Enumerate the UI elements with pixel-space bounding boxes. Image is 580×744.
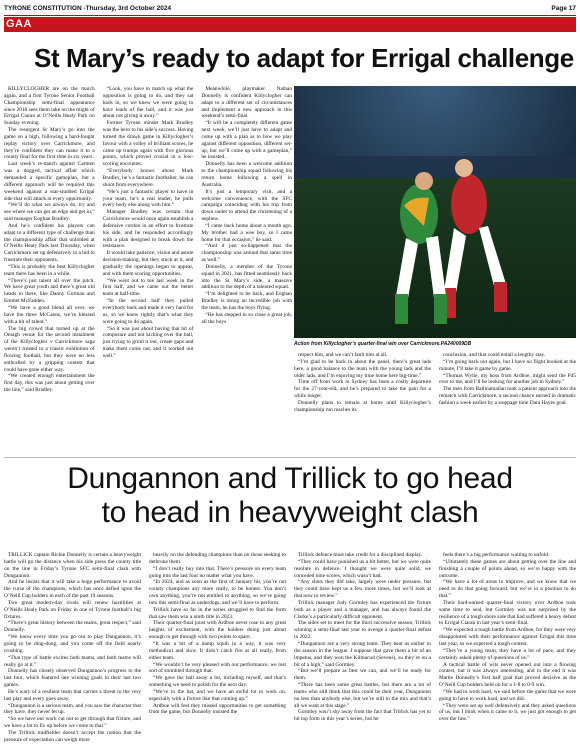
story2-column-4 — [439, 552, 576, 735]
story1-column-5 — [439, 352, 576, 454]
masthead — [4, 2, 576, 16]
paragraph: The big crowd that turned up at the Omagh venue for the second instalment of the Killyclogher v Carrickmore saga weren’t treated to a classic exhibition of flowing football, but they were no less enthralled by a gripping contest that could have gone either way. — [4, 325, 95, 373]
paragraph: “We went out to toe last week in the first half, and we came out the better team at half-time. — [102, 277, 194, 298]
paragraph: “But we’ll prepare as best we can, and we’ll be ready for them. — [294, 668, 431, 682]
masthead-page-number: Page 17 — [551, 5, 576, 12]
story2-column-3 — [294, 552, 431, 735]
paragraph: heavily on the defending champions than on those seeking to dethrone them. — [149, 552, 286, 565]
paragraph: Time off from work in Sydney has been a costly departure for the 27-year-old, and he’s prepared to take the pain for a while longer. — [294, 379, 431, 400]
story2-columns — [4, 552, 576, 743]
paragraph: The sides set to meet for the third successive season, Trillick winning a semi-final last year to avenge a quarter-final defeat in 2022. — [294, 620, 431, 641]
story1-column-3 — [201, 86, 292, 454]
paragraph: conclusion, and that could entail a lengthy stay. — [443, 352, 546, 358]
paragraph: Trillick manager Jody Gormley has experienced the fixture both as a player and a manager, and has always found the Clarke’s a particularly difficult opponent. — [294, 599, 431, 620]
paragraph: “There has been some great battles, but there are a lot of teams who still think that this could be their year, Dungannon no less than anybody else, but we’re still in the mix and that’s all we want at this stage.” — [294, 682, 431, 709]
paragraph: Former Tyrone minder Mark Bradley was the hero to his side’s success. Having turned the drawn game in Killyclogher’s favour with a volley of brilliant scores, he came up trumps again with five glorious points, which proved crucial in a low-scoring encounter. — [102, 120, 194, 168]
paragraph: “This is probably the best Killyclogher team there has been in a while. — [4, 263, 95, 277]
paragraph: “We have a good blend all over, we have the three McCanns, we’re blessed with a bit of talent.” — [4, 305, 95, 325]
paragraph: “That type of battle excites both teams, and both teams will really go at it.” — [4, 654, 141, 668]
paragraph: “We’re in the hat, and we have an awful lot to work on, especially with a fixture like that coming up.” — [149, 688, 286, 702]
story1-column-2 — [103, 86, 194, 454]
paragraph: “We know every time you go out to play Dungannon, it’s going to be ding-dong, and you come off the field nearly crushing. — [4, 634, 141, 654]
paragraph: “In 2024, and as soon as the first of January hit, you’re not county champions any more really, to be honest. You don’t own anything, you’re not entitled to anything, so we’re going into this semi-final as underdogs, and we’ll have to perform. — [149, 579, 286, 606]
paragraph: Two great modern-day rivals will renew hostilities at O’Neills Healy Park on Friday in one of Tyrone football’s big fixtures. — [4, 599, 141, 620]
story2-column-1 — [4, 552, 141, 743]
paragraph: “We’ll do what we always do, try and see where we can get an edge and get in,” said manager Eoghan Bradley. — [4, 202, 95, 223]
paragraph: Trillick have so far in the series struggled to find the form that saw them win a ninth title in 2023. — [149, 606, 286, 620]
paragraph: “There’s just talent all over the pitch. We have great youth and there’s great old heads in there, like Danny Gorman and Emmet McFadden. — [4, 277, 95, 305]
paragraph: “We expected a tough battle from Ardboe, for they were very disappointed with their performance against Errigal this time last year, so we expected a tough contest. — [439, 627, 576, 647]
match-photo — [294, 86, 576, 338]
paragraph: “We have a lot of areas to improve, and we know that we need to do that going forward, but we’re in a position to do that.” — [439, 579, 576, 600]
paragraph: “They’re a young team, they have a lot of pace, and they certainly asked plenty of questions of us.” — [439, 647, 576, 661]
paragraph: Last week’s re-match against Carmen was a dogged, tactical affair which demanded a specific gameplan, but a different approach will be required this weekend against a star-studded Errigal side that will attack at every opportunity. — [4, 161, 95, 202]
paragraph: “We gave the ball away a lot, including myself, and that’s something we need to polish for the next day. — [149, 675, 286, 689]
paragraph: “They could have punished us a bit better, but we were quite resolute in defence. I thought we were quite solid, we conceded nine scores, which wasn’t bad. — [294, 558, 431, 579]
paragraph: Manager Bradley was certain that Carrickmore would once again establish a defensive cordon in an effort to frustrate his side, and he responded accordingly with a plan designed to break down the resistance. — [102, 209, 194, 250]
paragraph: TRILLICK captain Richie Donnelly is certain a heavyweight battle will go the distance when his side press the county title on the line in Friday’s Tyrone SFC semi-final clash with Dungannon. — [4, 552, 141, 579]
paragraph: Gormley won’t shy away from the fact that Trillick has yet to hit top form in this year’s series, but he — [294, 709, 431, 723]
masthead-publication-date: TYRONE CONSTITUTION -Thursday, 3rd October 2024 — [4, 5, 172, 12]
paragraph: It would take patience, vision and astute decision-making, but they stuck at it, and gradually the openings began to appear, and with them scoring opportunities. — [102, 250, 194, 277]
paragraph: “We created enough entertainment the first day, this was just about getting over the line,” said Bradley. — [4, 373, 95, 394]
paragraph: The resurgent St Mary’s go into the game on a high, following a hard-fought replay victory over Carrickmore, and they’re confident they can make it to a county final for the first time in six years. — [4, 127, 95, 161]
story1-column-1 — [4, 86, 95, 454]
paragraph: “He has stepped in so close a great job, all the boys — [201, 311, 293, 325]
paragraph: feels there’s a big performance waiting to unfold. — [443, 552, 550, 558]
paragraph: “I don’t really buy into that. There’s pressure on every team going into the last four no matter what you have. — [149, 565, 286, 579]
paragraph: Trillick defence must take credit for a disciplined display. — [298, 552, 423, 558]
story1-under-photo-columns — [294, 352, 576, 454]
paragraph: Donnelly, a member of the Tyrone squad in 2021, has fitted seamlessly back into the St Mary’s side, a massive addition to the depth of a talented squad. — [201, 263, 293, 291]
paragraph: “I’m delighted to be back, and Eoghan Bradley is doing an incredible job with the team, he has the boys flying. — [201, 291, 293, 311]
section-label: GAA — [6, 18, 32, 30]
paragraph: Ardboe will feel they missed opportunities to get something from the game, but Donnelly insisted the — [149, 702, 286, 716]
paragraph: “In the second half they pulled everybody back and made it very hard for us, so we knew rightly that’s what they were going to do again. — [102, 298, 194, 325]
paragraph: “We had to work hard, we said before the game that we were going to have to work hard, and we did. — [439, 688, 576, 702]
paragraph: “Dungannon are a very strong team. They beat us earlier in the season in the league. I suppose that gave them a bit of an impetus, and they won the Kilmacud (Sevens), so they’re on a bit of a high,” said Gormley. — [294, 640, 431, 668]
photo-caption: Action from Killyclogher’s quarter-final win over Carrickmore.PA240009DB — [294, 341, 472, 347]
paragraph: And he’s confident his players can adapt to a different type of challenge than the championship affair that unfolded at O’Neills Healy Park last Thursday, when Carrickmore set up defensively in a bid to frustrate their opponents. — [4, 222, 95, 264]
paragraph: Donnelly has been a welcome addition to the championship squad following his return home following a spell in Australia. — [201, 161, 293, 188]
story2-headline-line1: Dungannon and Trillick to go head — [67, 462, 513, 495]
paragraph: A tactical battle of wits never opened out into a flowing contest, but it was always interesting, and in the end it was Mattie Donnelly’s first half goal that proved decisive as the O’Neill Cup holders held on for a 1-8 to 0-9 win. — [439, 661, 576, 689]
paragraph: Donnelly plans to remain at home until Killyclogher’s championship run reaches its — [294, 399, 431, 413]
paragraph: “And it just so-happened that the championship was around that same time as well.” — [201, 243, 293, 264]
paragraph: “There’s great history between the teams, great respect,” said Donnelly. — [4, 620, 141, 634]
paragraph: “Everybody knows about Mark Bradley, he’s a fantastic footballer, he can shoot from everywhere. — [102, 168, 194, 188]
section-bar — [4, 17, 576, 32]
story2-column-2 — [149, 552, 286, 735]
paragraph: He’s wary of a resilient team that carries a threat to the very last play and every goes away. — [4, 688, 141, 702]
paragraph: Meanwhile, playmaker Nathan Donnelly is confident Killyclogher can adapt to a different set of circumstances and implement a new approach in this weekend’s semi-final. — [201, 86, 293, 120]
story1-column-4 — [294, 352, 431, 454]
paragraph: Their quarter-final joust with Ardboe never rose to any great heights of excitement, with the holders doing just about enough to get through with two points to spare. — [149, 620, 286, 641]
paragraph: “It will be a completely different game next week, we’ll just have to adapt and come up with a plan as to how we play against different opposition, different set-up, but we’ll come up with a gameplan,” he insisted. — [201, 120, 293, 161]
paragraph: And he insists that it will take a huge performance to avoid the curse of the champions, which has once defied upon the O’Neill Cup holders in each of the past 19 seasons. — [4, 579, 141, 600]
paragraph: “Thomas Wylie, my boss from Ardboe, might send the P45 over to me, and I’ll be looking for another job in Sydney.” — [439, 372, 576, 386]
paragraph: “We wouldn’t be very pleased with our performance, we lost sort of stumbled through that. — [149, 661, 286, 675]
paragraph: The Trillick midfielder doesn’t accept the notion that the pressure of expectation can weigh more — [4, 729, 141, 743]
paragraph: The men from Ballinamallan took a patient approach into the rematch with Carrickmore, a second chance earned in dramatic fashion a week earlier by a stoppage time Dara Hayes goal. — [439, 386, 576, 406]
paragraph: Their hard-earned quarter-final victory over Ardboe took some time to seal, but Gormley was not surprised by the resilience of a tough shore side that had suffered a heavy defeat to Errigal Ciaran in last year’s semi-final. — [439, 599, 576, 627]
paragraph: “They were set up well defensively and they asked questions of us, but I think when it came to it, we just got enough to get over the line.” — [439, 702, 576, 723]
paragraph: It’s just a temporary visit, and a welcome convenience, with the SFC campaign coinciding with his trip from down under to attend the christening of a nephew. — [201, 188, 293, 223]
paragraph: “I came back home about a month ago. My brother had a wee boy, so I came home for that occasion,” he said. — [201, 222, 293, 243]
paragraph: “Look, you have to match up what the opposition is going to do, and they sat back in, so we knew we were going to have loads of the ball, and it was just about not giving it away.” — [102, 86, 194, 120]
paragraph: “I’m going back out again, but I have no flight booked at the minute, I’ll take it game by game. — [439, 358, 576, 372]
paragraph: Donnelly has closely observed Dungannon’s progress to the last four, which featured late winning goals in their last two games. — [4, 668, 141, 689]
story1-columns — [4, 86, 292, 454]
match-photo-illustration — [294, 86, 576, 338]
paragraph: “So we have our work cut out to get through that fixture, and we have a lot to fix up before we come to that.” — [4, 716, 141, 730]
story1-headline: St Mary’s ready to adapt for Errigal challenge — [34, 43, 574, 73]
paragraph: “So it was just about having that bit of composure and not kicking over the ball, just trying to grind it out, create gaps and make them come out, and it worked out well.” — [102, 325, 194, 359]
paragraph: “He’s just a fantastic player to have in your team, he’s a real leader, he pulls every body else along with him.” — [102, 188, 194, 209]
paragraph: KILLYCLOGHER are on the march again, and a first Tyrone Senior Football Championship semi-final appearance since 2018 sees them take on the might of Errigal Ciaran at O’Neills Healy Park on Sunday evening. — [4, 86, 95, 127]
section-divider — [4, 457, 576, 458]
story2-headline-line2: to head in heavyweight clash — [101, 496, 479, 529]
paragraph: “I’m glad to be back in about the panel, there’s great lads here, a good balance to the team with the young lads and the older lads, and I’m enjoying my time home here big-time.” — [294, 358, 431, 379]
story2-headline — [4, 462, 576, 548]
paragraph: respect him, and we can’t fault him at all. — [298, 352, 388, 358]
paragraph: “Ultimately these games are about getting over the line and finishing a couple of points ahead, so we’re happy with the outcome. — [439, 558, 576, 579]
paragraph: “Any shots they did take, largely were under pressure, but they could have kept us a few more times, but we’ll look at that now in review.” — [294, 579, 431, 600]
paragraph: “It was a bit of a damp squib in a way, it was very methodical and slow. It didn’t catch fire at all really, from either team. — [149, 640, 286, 661]
paragraph: “Dungannon is a serious team, and you saw the character that they have, they never let up. — [4, 702, 141, 716]
